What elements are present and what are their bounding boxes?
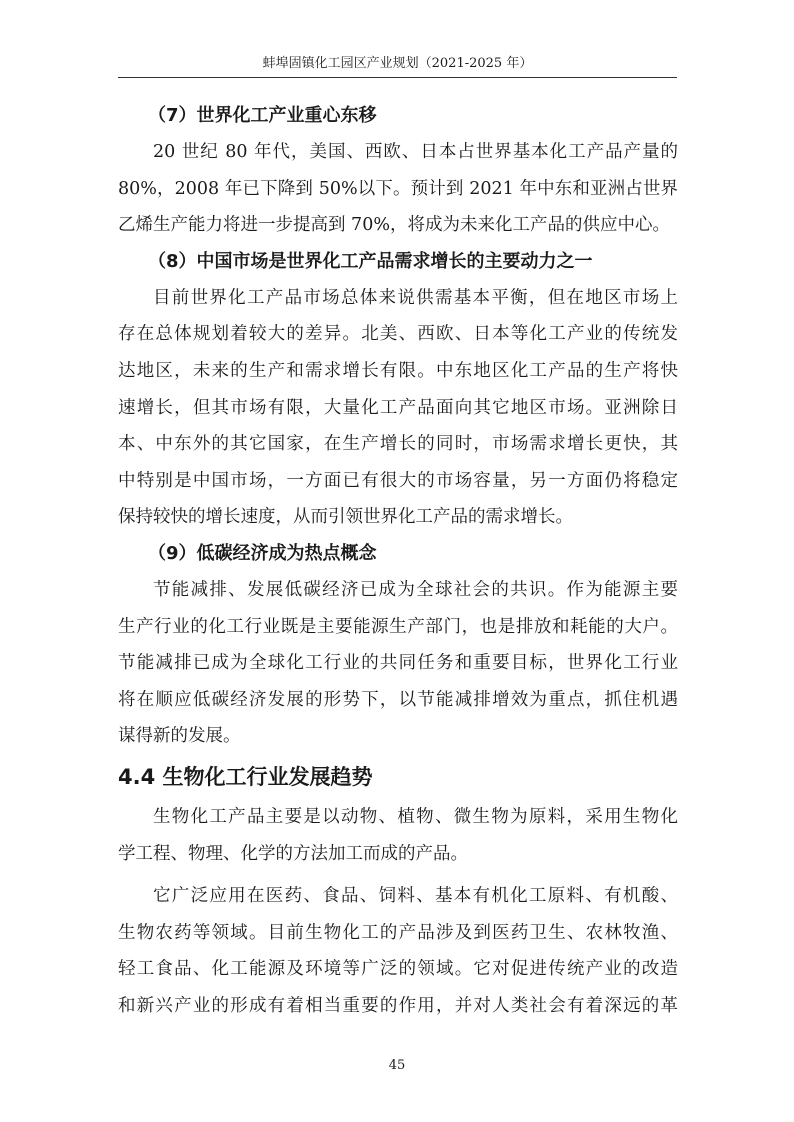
- text-line: 中特别是中国市场，一方面已有很大的市场容量，另一方面仍将稳定: [118, 470, 678, 491]
- text-line: 速增长，但其市场有限，大量化工产品面向其它地区市场。亚洲除日: [118, 397, 678, 418]
- text-line: 将在顺应低碳经济发展的形势下，以节能减排增效为重点，抓住机遇: [118, 689, 678, 710]
- text-line: 节能减排、发展低碳经济已成为全球社会的共识。作为能源主要: [153, 579, 678, 600]
- text-line: 20 世纪 80 年代，美国、西欧、日本占世界基本化工产品产量的: [153, 142, 678, 162]
- paragraph-8: [118, 280, 678, 536]
- page-body: [118, 98, 678, 1024]
- text-line: 目前世界化工产品市场总体来说供需基本平衡，但在地区市场上: [153, 287, 678, 308]
- section-heading-4-4: 4.4 生物化工行业发展趋势: [118, 764, 373, 789]
- text-line: 谋得新的发展。: [118, 726, 241, 747]
- text-line: 学工程、物理、化学的方法加工而成的产品。: [118, 843, 468, 864]
- text-line: 乙烯生产能力将进一步提高到 70%，将成为未来化工产品的供应中心。: [118, 215, 670, 236]
- text-line: 保持较快的增长速度，从而引领世界化工产品的需求增长。: [118, 507, 573, 528]
- section-heading-8: （8）中国市场是世界化工产品需求增长的主要动力之一: [148, 250, 593, 272]
- page-header: 蚌埠固镇化工园区产业规划（2021-2025 年）: [118, 52, 677, 78]
- text-line: 80%，2008 年已下降到 50%以下。预计到 2021 年中东和亚洲占世界: [118, 178, 678, 199]
- text-line: 和新兴产业的形成有着相当重要的作用，并对人类社会有着深远的革: [118, 995, 678, 1016]
- text-line: 它广泛应用在医药、食品、饲料、基本有机化工原料、有机酸、: [153, 886, 678, 907]
- paragraph-4-4-b: [118, 878, 678, 1024]
- text-line: 节能减排已成为全球化工行业的共同任务和重要目标，世界化工行业: [118, 653, 678, 674]
- text-line: 生物化工产品主要是以动物、植物、微生物为原料，采用生物化: [153, 806, 678, 827]
- text-line: 轻工食品、化工能源及环境等广泛的领域。它对促进传统产业的改造: [118, 959, 678, 980]
- paragraph-9: [118, 572, 678, 755]
- text-line: 本、中东外的其它国家，在生产增长的同时，市场需求增长更快，其: [118, 434, 678, 455]
- section-heading-7: （7）世界化工产业重心东移: [148, 105, 377, 126]
- section-heading-9: （9）低碳经济成为热点概念: [148, 542, 377, 564]
- paragraph-4-4-a: [118, 799, 678, 872]
- page-number: 45: [388, 1058, 406, 1073]
- text-line: 生物农药等领域。目前生物化工的产品涉及到医药卫生、农林牧渔、: [118, 922, 678, 943]
- paragraph-7: [118, 134, 678, 244]
- text-line: 存在总体规划着较大的差异。北美、西欧、日本等化工产业的传统发: [118, 324, 678, 345]
- text-line: 达地区，未来的生产和需求增长有限。中东地区化工产品的生产将快: [118, 360, 678, 381]
- text-line: 生产行业的化工行业既是主要能源生产部门，也是排放和耗能的大户。: [118, 616, 678, 637]
